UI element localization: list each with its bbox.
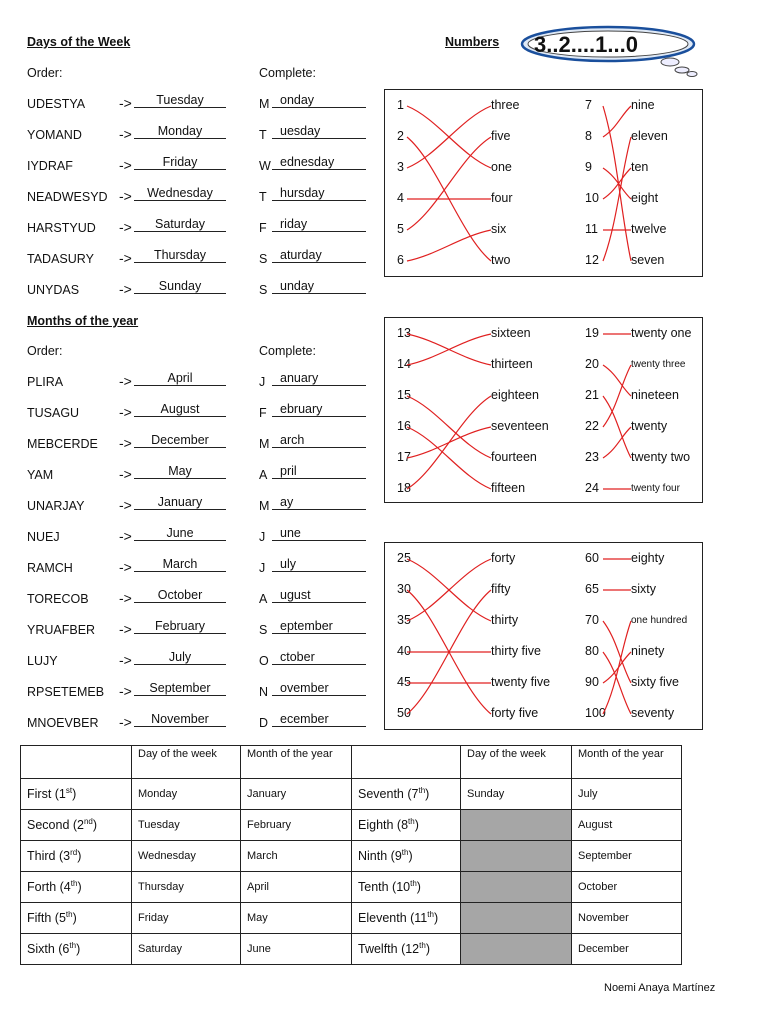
ordinal-label [352,934,461,965]
left-word: thirteen [491,357,533,371]
right-number: 100 [585,706,606,720]
right-word: eighty [631,551,665,565]
close-paren: ) [433,911,439,926]
arrow-icon: -> [119,435,132,451]
arrow-icon: -> [119,126,132,142]
left-word: fifty [491,582,511,596]
right-word: nine [631,98,655,112]
close-paren: ) [425,942,430,957]
scrambled-word: RAMCH [27,561,73,575]
left-word: six [491,222,507,236]
left-number: 40 [397,644,411,658]
completion-field: riday [272,217,366,232]
day-cell: Saturday [132,934,241,965]
ordinal-text: Eighth (8 [358,818,409,833]
completion-field: uesday [272,124,366,139]
answer-field: March [134,557,226,572]
match-line [603,106,631,261]
initial-letter: F [259,221,267,235]
right-number: 19 [585,326,599,340]
ordinal-suffix: th [65,910,73,920]
right-number: 60 [585,551,599,565]
completion-field: ednesday [272,155,366,170]
right-number: 20 [585,357,599,371]
scrambled-word: RPSETEMEB [27,685,105,699]
answer-field: December [134,433,226,448]
answer-field: May [134,464,226,479]
initial-letter: S [259,283,268,297]
ordinal-label [352,841,461,872]
ordinal-row [21,903,682,934]
left-number: 30 [397,582,411,596]
scrambled-word: MNOEVBER [27,716,99,730]
ordinal-text: Second (2 [27,818,84,833]
left-number: 35 [397,613,411,627]
arrow-icon: -> [119,590,132,606]
left-number: 17 [397,450,411,464]
answer-field: Wednesday [134,186,226,201]
answer-field: July [134,650,226,665]
ordinal-suffix: th [419,941,426,951]
match-line [603,621,631,714]
arrow-icon: -> [119,157,132,173]
match-lines [385,543,704,731]
ordinal-label [352,810,461,841]
right-number: 24 [585,481,599,495]
ordinal-text: Seventh (7 [358,787,419,802]
answer-field: Saturday [134,217,226,232]
match-line [603,365,631,427]
right-number: 90 [585,675,599,689]
ordinal-suffix: nd [83,817,93,827]
arrow-icon: -> [119,652,132,668]
left-word: fourteen [491,450,537,464]
day-cell [461,903,572,934]
ordinal-row [21,872,682,903]
answer-field: June [134,526,226,541]
initial-letter: S [259,623,268,637]
match-line [603,365,631,396]
right-number: 23 [585,450,599,464]
match-line [407,334,491,365]
scrambled-word: IYDRAF [27,159,73,173]
match-line [603,427,631,458]
ordinal-suffix: th [410,879,417,889]
right-word: sixty five [631,675,679,689]
scrambled-word: TADASURY [27,252,94,266]
days-order-label: Order: [27,66,63,80]
months-title: Months of the year [27,314,139,328]
month-cell: November [572,903,682,934]
completion-field: pril [272,464,366,479]
right-word: nineteen [631,388,679,402]
left-word: twenty five [491,675,551,689]
match-line [407,559,491,621]
answer-field: Sunday [134,279,226,294]
ordinal-suffix: th [401,848,409,858]
right-word: ten [631,160,649,174]
right-number: 21 [585,388,599,402]
left-number: 15 [397,388,411,402]
arrow-icon: -> [119,714,132,730]
month-cell: June [241,934,352,965]
ordinal-label [352,872,461,903]
author-credit: Noemi Anaya Martínez [604,982,716,994]
day-cell [461,872,572,903]
left-word: one [491,160,512,174]
initial-letter: T [259,128,267,142]
right-number: 7 [585,98,592,112]
month-cell: October [572,872,682,903]
completion-field: uly [272,557,366,572]
answer-field: Tuesday [134,93,226,108]
right-number: 10 [585,191,599,205]
left-word: eighteen [491,388,539,402]
months-complete-label: Complete: [259,344,316,358]
answer-field: Friday [134,155,226,170]
initial-letter: T [259,190,267,204]
completion-field: arch [272,433,366,448]
right-number: 8 [585,129,592,143]
initial-letter: J [259,561,266,575]
left-word: four [491,191,513,205]
right-word: twenty two [631,450,691,464]
ordinal-text: Fifth (5 [27,911,66,926]
days-complete-label: Complete: [259,66,316,80]
answer-field: November [134,712,226,727]
initial-letter: A [259,468,268,482]
answer-field: April [134,371,226,386]
ordinal-text: Tenth (10 [358,880,411,895]
arrow-icon: -> [119,219,132,235]
completion-field: ovember [272,681,366,696]
left-word: three [491,98,520,112]
left-number: 4 [397,191,404,205]
day-cell: Sunday [461,779,572,810]
right-word: one hundred [631,615,688,626]
ordinal-label [21,903,132,934]
close-paren: ) [76,942,81,957]
left-word: forty [491,551,516,565]
scrambled-word: YRUAFBER [27,623,96,637]
left-number: 6 [397,253,404,267]
right-word: sixty [631,582,656,596]
completion-field: onday [272,93,366,108]
arrow-icon: -> [119,683,132,699]
ordinal-text: Sixth (6 [27,942,70,957]
left-number: 5 [397,222,404,236]
arrow-icon: -> [119,281,132,297]
match-line [407,230,491,261]
ordinal-text: Third (3 [27,849,71,864]
completion-field: aturday [272,248,366,263]
day-cell [461,934,572,965]
match-line [603,396,631,458]
close-paren: ) [77,880,82,895]
initial-letter: J [259,530,266,544]
left-number: 1 [397,98,404,112]
close-paren: ) [425,787,430,802]
ordinal-label [21,841,132,872]
left-word: two [491,253,511,267]
ordinal-suffix: th [418,786,426,796]
initial-letter: D [259,716,269,730]
arrow-icon: -> [119,95,132,111]
scrambled-word: YOMAND [27,128,82,142]
right-word: twenty one [631,326,692,340]
ordinal-label [21,779,132,810]
right-word: twenty three [631,359,686,370]
completion-field: une [272,526,366,541]
ordinal-label [352,903,461,934]
completion-field: ugust [272,588,366,603]
col-day-header: Day of the week [132,746,241,779]
scrambled-word: PLIRA [27,375,64,389]
match-lines [385,90,704,278]
left-number: 45 [397,675,411,689]
left-word: fifteen [491,481,526,495]
ordinal-text: Forth (4 [27,880,71,895]
left-number: 25 [397,551,411,565]
match-line [407,396,491,489]
ordinals-table [20,745,682,965]
ordinal-text: Twelfth (12 [358,942,420,957]
left-word: thirty five [491,644,542,658]
close-paren: ) [72,911,77,926]
scrambled-word: UDESTYA [27,97,86,111]
answer-field: August [134,402,226,417]
completion-field: ay [272,495,366,510]
numbers-title: Numbers [445,35,500,49]
scrambled-word: MEBCERDE [27,437,98,451]
ordinal-row [21,934,682,965]
right-word: seventy [631,706,675,720]
initial-letter: M [259,499,270,513]
arrow-icon: -> [119,466,132,482]
left-number: 16 [397,419,411,433]
col-month-header: Month of the year [572,746,682,779]
arrow-icon: -> [119,621,132,637]
answer-field: Thursday [134,248,226,263]
right-number: 80 [585,644,599,658]
right-number: 9 [585,160,592,174]
completion-field: ebruary [272,402,366,417]
close-paren: ) [416,880,421,895]
day-cell: Tuesday [132,810,241,841]
scrambled-word: YAM [27,468,54,482]
scrambled-word: LUJY [27,654,58,668]
right-number: 12 [585,253,599,267]
month-cell: March [241,841,352,872]
matching-box-1-12 [384,89,703,277]
answer-field: Monday [134,124,226,139]
month-cell: January [241,779,352,810]
match-lines [385,318,704,506]
month-cell: August [572,810,682,841]
left-word: forty five [491,706,539,720]
left-number: 14 [397,357,411,371]
right-word: eleven [631,129,668,143]
close-paren: ) [92,818,98,833]
ordinal-row [21,810,682,841]
month-cell: April [241,872,352,903]
ordinal-suffix: st [65,786,73,796]
match-line [603,137,631,261]
initial-letter: O [259,654,269,668]
arrow-icon: -> [119,250,132,266]
left-number: 13 [397,326,411,340]
arrow-icon: -> [119,528,132,544]
scrambled-word: HARSTYUD [27,221,96,235]
answer-field: February [134,619,226,634]
ordinal-text: First (1 [27,787,66,802]
arrow-icon: -> [119,188,132,204]
ordinal-suffix: th [408,817,415,827]
completion-field: ctober [272,650,366,665]
scrambled-word: UNARJAY [27,499,85,513]
day-cell: Friday [132,903,241,934]
ordinal-row [21,841,682,872]
completion-field: ecember [272,712,366,727]
answer-field: October [134,588,226,603]
month-cell: July [572,779,682,810]
left-number: 50 [397,706,411,720]
right-word: twenty [631,419,668,433]
right-number: 22 [585,419,599,433]
close-paren: ) [72,787,77,802]
days-title: Days of the Week [27,35,131,49]
left-number: 18 [397,481,411,495]
completion-field: anuary [272,371,366,386]
ordinal-label [352,779,461,810]
initial-letter: F [259,406,267,420]
day-cell: Thursday [132,872,241,903]
col-month-header: Month of the year [241,746,352,779]
ordinal-label [21,934,132,965]
initial-letter: M [259,437,270,451]
left-word: thirty [491,613,519,627]
day-cell [461,810,572,841]
ordinal-label [21,810,132,841]
countdown-logo [520,24,702,78]
right-number: 65 [585,582,599,596]
right-word: twelve [631,222,667,236]
col-day-header: Day of the week [461,746,572,779]
ordinal-text: Ninth (9 [358,849,402,864]
month-cell: December [572,934,682,965]
completion-field: hursday [272,186,366,201]
ordinal-row [21,779,682,810]
arrow-icon: -> [119,559,132,575]
scrambled-word: NEADWESYD [27,190,108,204]
initial-letter: A [259,592,268,606]
scrambled-word: NUEJ [27,530,60,544]
month-cell: February [241,810,352,841]
ordinal-suffix: rd [70,848,78,858]
ordinal-suffix: th [427,910,434,920]
arrow-icon: -> [119,404,132,420]
left-number: 3 [397,160,404,174]
left-number: 2 [397,129,404,143]
logo-text: 3..2....1...0 [534,32,638,57]
left-word: seventeen [491,419,549,433]
close-paren: ) [408,849,413,864]
left-word: sixteen [491,326,531,340]
right-word: eight [631,191,659,205]
left-word: five [491,129,511,143]
initial-letter: W [259,159,271,173]
scrambled-word: UNYDAS [27,283,80,297]
right-word: twenty four [631,483,680,494]
day-cell [461,841,572,872]
match-line [407,106,491,168]
scrambled-word: TORECOB [27,592,89,606]
scrambled-word: TUSAGU [27,406,80,420]
right-word: ninety [631,644,665,658]
completion-field: unday [272,279,366,294]
ordinal-text: Eleventh (11 [358,911,428,926]
initial-letter: S [259,252,268,266]
answer-field: September [134,681,226,696]
arrow-icon: -> [119,373,132,389]
right-number: 70 [585,613,599,627]
matching-box-25-100 [384,542,703,730]
close-paren: ) [414,818,419,833]
day-cell: Wednesday [132,841,241,872]
months-order-label: Order: [27,344,63,358]
matching-box-13-24 [384,317,703,503]
month-cell: May [241,903,352,934]
initial-letter: J [259,375,266,389]
answer-field: January [134,495,226,510]
ordinal-suffix: th [69,941,77,951]
close-paren: ) [77,849,82,864]
right-word: seven [631,253,665,267]
arrow-icon: -> [119,497,132,513]
day-cell: Monday [132,779,241,810]
right-number: 11 [585,222,598,236]
initial-letter: M [259,97,270,111]
completion-field: eptember [272,619,366,634]
ordinal-suffix: th [70,879,78,889]
initial-letter: N [259,685,269,699]
ordinal-label [21,872,132,903]
month-cell: September [572,841,682,872]
